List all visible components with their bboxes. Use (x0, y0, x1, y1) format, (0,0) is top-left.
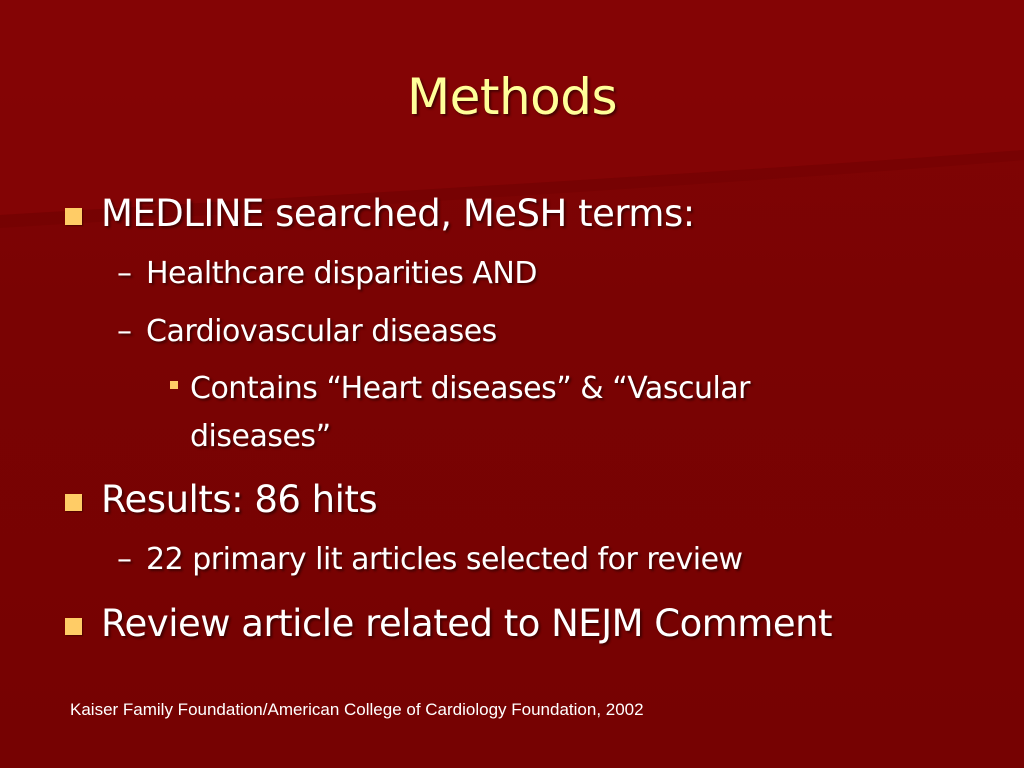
dash-bullet-icon: – (117, 256, 132, 291)
sub-bullet-cardiovascular: Cardiovascular diseases (146, 314, 497, 349)
sub-bullet-healthcare: Healthcare disparities AND (146, 256, 537, 291)
sub-sub-bullet-contains-line1: Contains “Heart diseases” & “Vascular (190, 371, 751, 406)
square-bullet-icon (65, 618, 82, 635)
bullet-medline: MEDLINE searched, MeSH terms: (101, 192, 695, 235)
dash-bullet-icon: – (117, 314, 132, 349)
sub-bullet-primary-articles: 22 primary lit articles selected for review (146, 542, 743, 577)
bullet-review-article: Review article related to NEJM Comment (101, 602, 833, 645)
dash-bullet-icon: – (117, 542, 132, 577)
slide-title: Methods (406, 68, 618, 126)
sub-sub-bullet-contains-line2: diseases” (190, 419, 331, 454)
bullet-results: Results: 86 hits (101, 478, 378, 521)
small-square-bullet-icon (170, 381, 178, 389)
square-bullet-icon (65, 208, 82, 225)
square-bullet-icon (65, 494, 82, 511)
footer-citation: Kaiser Family Foundation/American College of Cardiology Foundation, 2002 (70, 700, 644, 719)
